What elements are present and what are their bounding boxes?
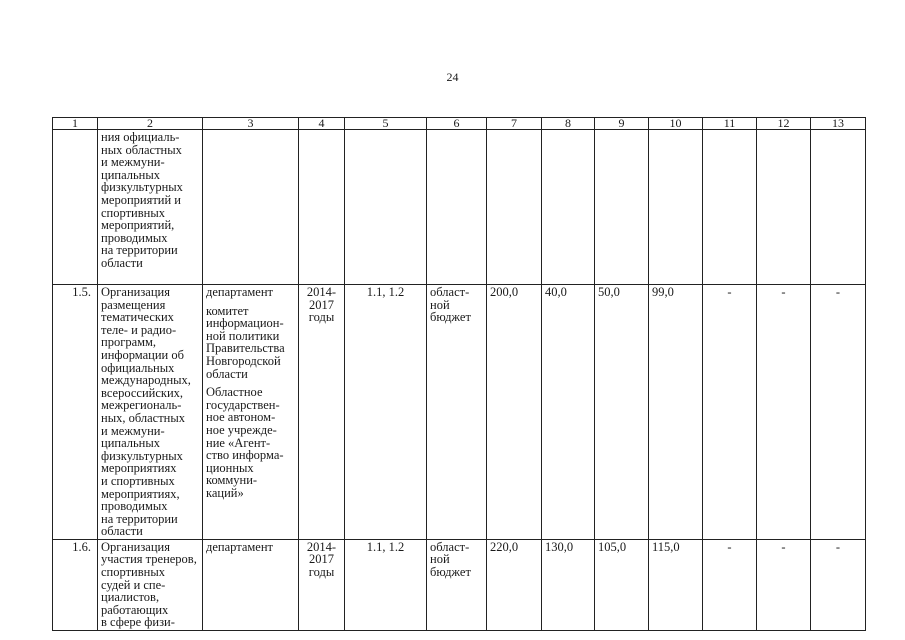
table-row (53, 539, 866, 630)
program-table (52, 117, 866, 631)
column-number: 9 (595, 118, 649, 130)
value-cell: 50,0 (595, 285, 649, 540)
column-number: 4 (299, 118, 345, 130)
executor-entry: департамент (206, 285, 274, 299)
item-name: Организация участия тренеров, спортивных судей и спе- циалистов, работающих в сфере физи- (98, 539, 203, 630)
value-cell: 40,0 (542, 285, 595, 540)
page-number: 24 (446, 70, 459, 84)
column-number: 13 (811, 118, 866, 130)
value-cell: - (757, 539, 811, 630)
source-cell: област- ной бюджет (427, 539, 487, 630)
executor-cell (203, 539, 299, 630)
years-cell: 2014- 2017 годы (299, 285, 345, 540)
column-number: 6 (427, 118, 487, 130)
item-number (53, 130, 98, 285)
value-cell (595, 130, 649, 285)
item-number: 1.5. (53, 285, 98, 540)
column-number: 7 (487, 118, 542, 130)
column-number: 1 (53, 118, 98, 130)
value-cell: - (811, 539, 866, 630)
value-cell: 130,0 (542, 539, 595, 630)
value-cell: - (757, 285, 811, 540)
years-cell (299, 130, 345, 285)
value-cell: - (811, 285, 866, 540)
value-cell: 99,0 (649, 285, 703, 540)
value-cell (757, 130, 811, 285)
executor-entry: комитет информацион- ной политики Правительства Новгородской области (206, 303, 285, 381)
goal-cell: 1.1, 1.2 (345, 285, 427, 540)
table-row (53, 285, 866, 540)
column-number: 8 (542, 118, 595, 130)
item-name: Организация размещения тематических теле- и радио- программ, информации об официальных международных, всероссийских, межрегиональ- ных, областных и межмуни- ципальных физкультурных мероприятиях и спортивных мероприятиях, проводимых на территории области (98, 285, 203, 540)
executor-entry: департамент (206, 539, 274, 554)
years-cell: 2014- 2017 годы (299, 539, 345, 630)
goal-cell (345, 130, 427, 285)
column-number: 11 (703, 118, 757, 130)
goal-cell: 1.1, 1.2 (345, 539, 427, 630)
column-number: 10 (649, 118, 703, 130)
source-cell (427, 130, 487, 285)
value-cell: 200,0 (487, 285, 542, 540)
table-row (53, 130, 866, 285)
item-name: ния официаль- ных областных и межмуни- ципальных физкультурных мероприятий и спортивных мероприятий, проводимых на территории области (98, 130, 203, 285)
value-cell (487, 130, 542, 285)
value-cell: - (703, 285, 757, 540)
executor-cell (203, 130, 299, 285)
column-number: 2 (98, 118, 203, 130)
column-number: 12 (757, 118, 811, 130)
value-cell (542, 130, 595, 285)
column-number-row (53, 118, 866, 130)
item-number: 1.6. (53, 539, 98, 630)
executor-entry: Областное государствен- ное автоном- ное учрежде- ние «Агент- ство информа- ционных коммуни- каций» (206, 385, 284, 500)
column-number: 5 (345, 118, 427, 130)
value-cell (703, 130, 757, 285)
value-cell: 105,0 (595, 539, 649, 630)
value-cell: - (703, 539, 757, 630)
column-number: 3 (203, 118, 299, 130)
value-cell (649, 130, 703, 285)
value-cell: 220,0 (487, 539, 542, 630)
value-cell (811, 130, 866, 285)
value-cell: 115,0 (649, 539, 703, 630)
source-cell: област- ной бюджет (427, 285, 487, 540)
executor-cell (203, 285, 299, 540)
